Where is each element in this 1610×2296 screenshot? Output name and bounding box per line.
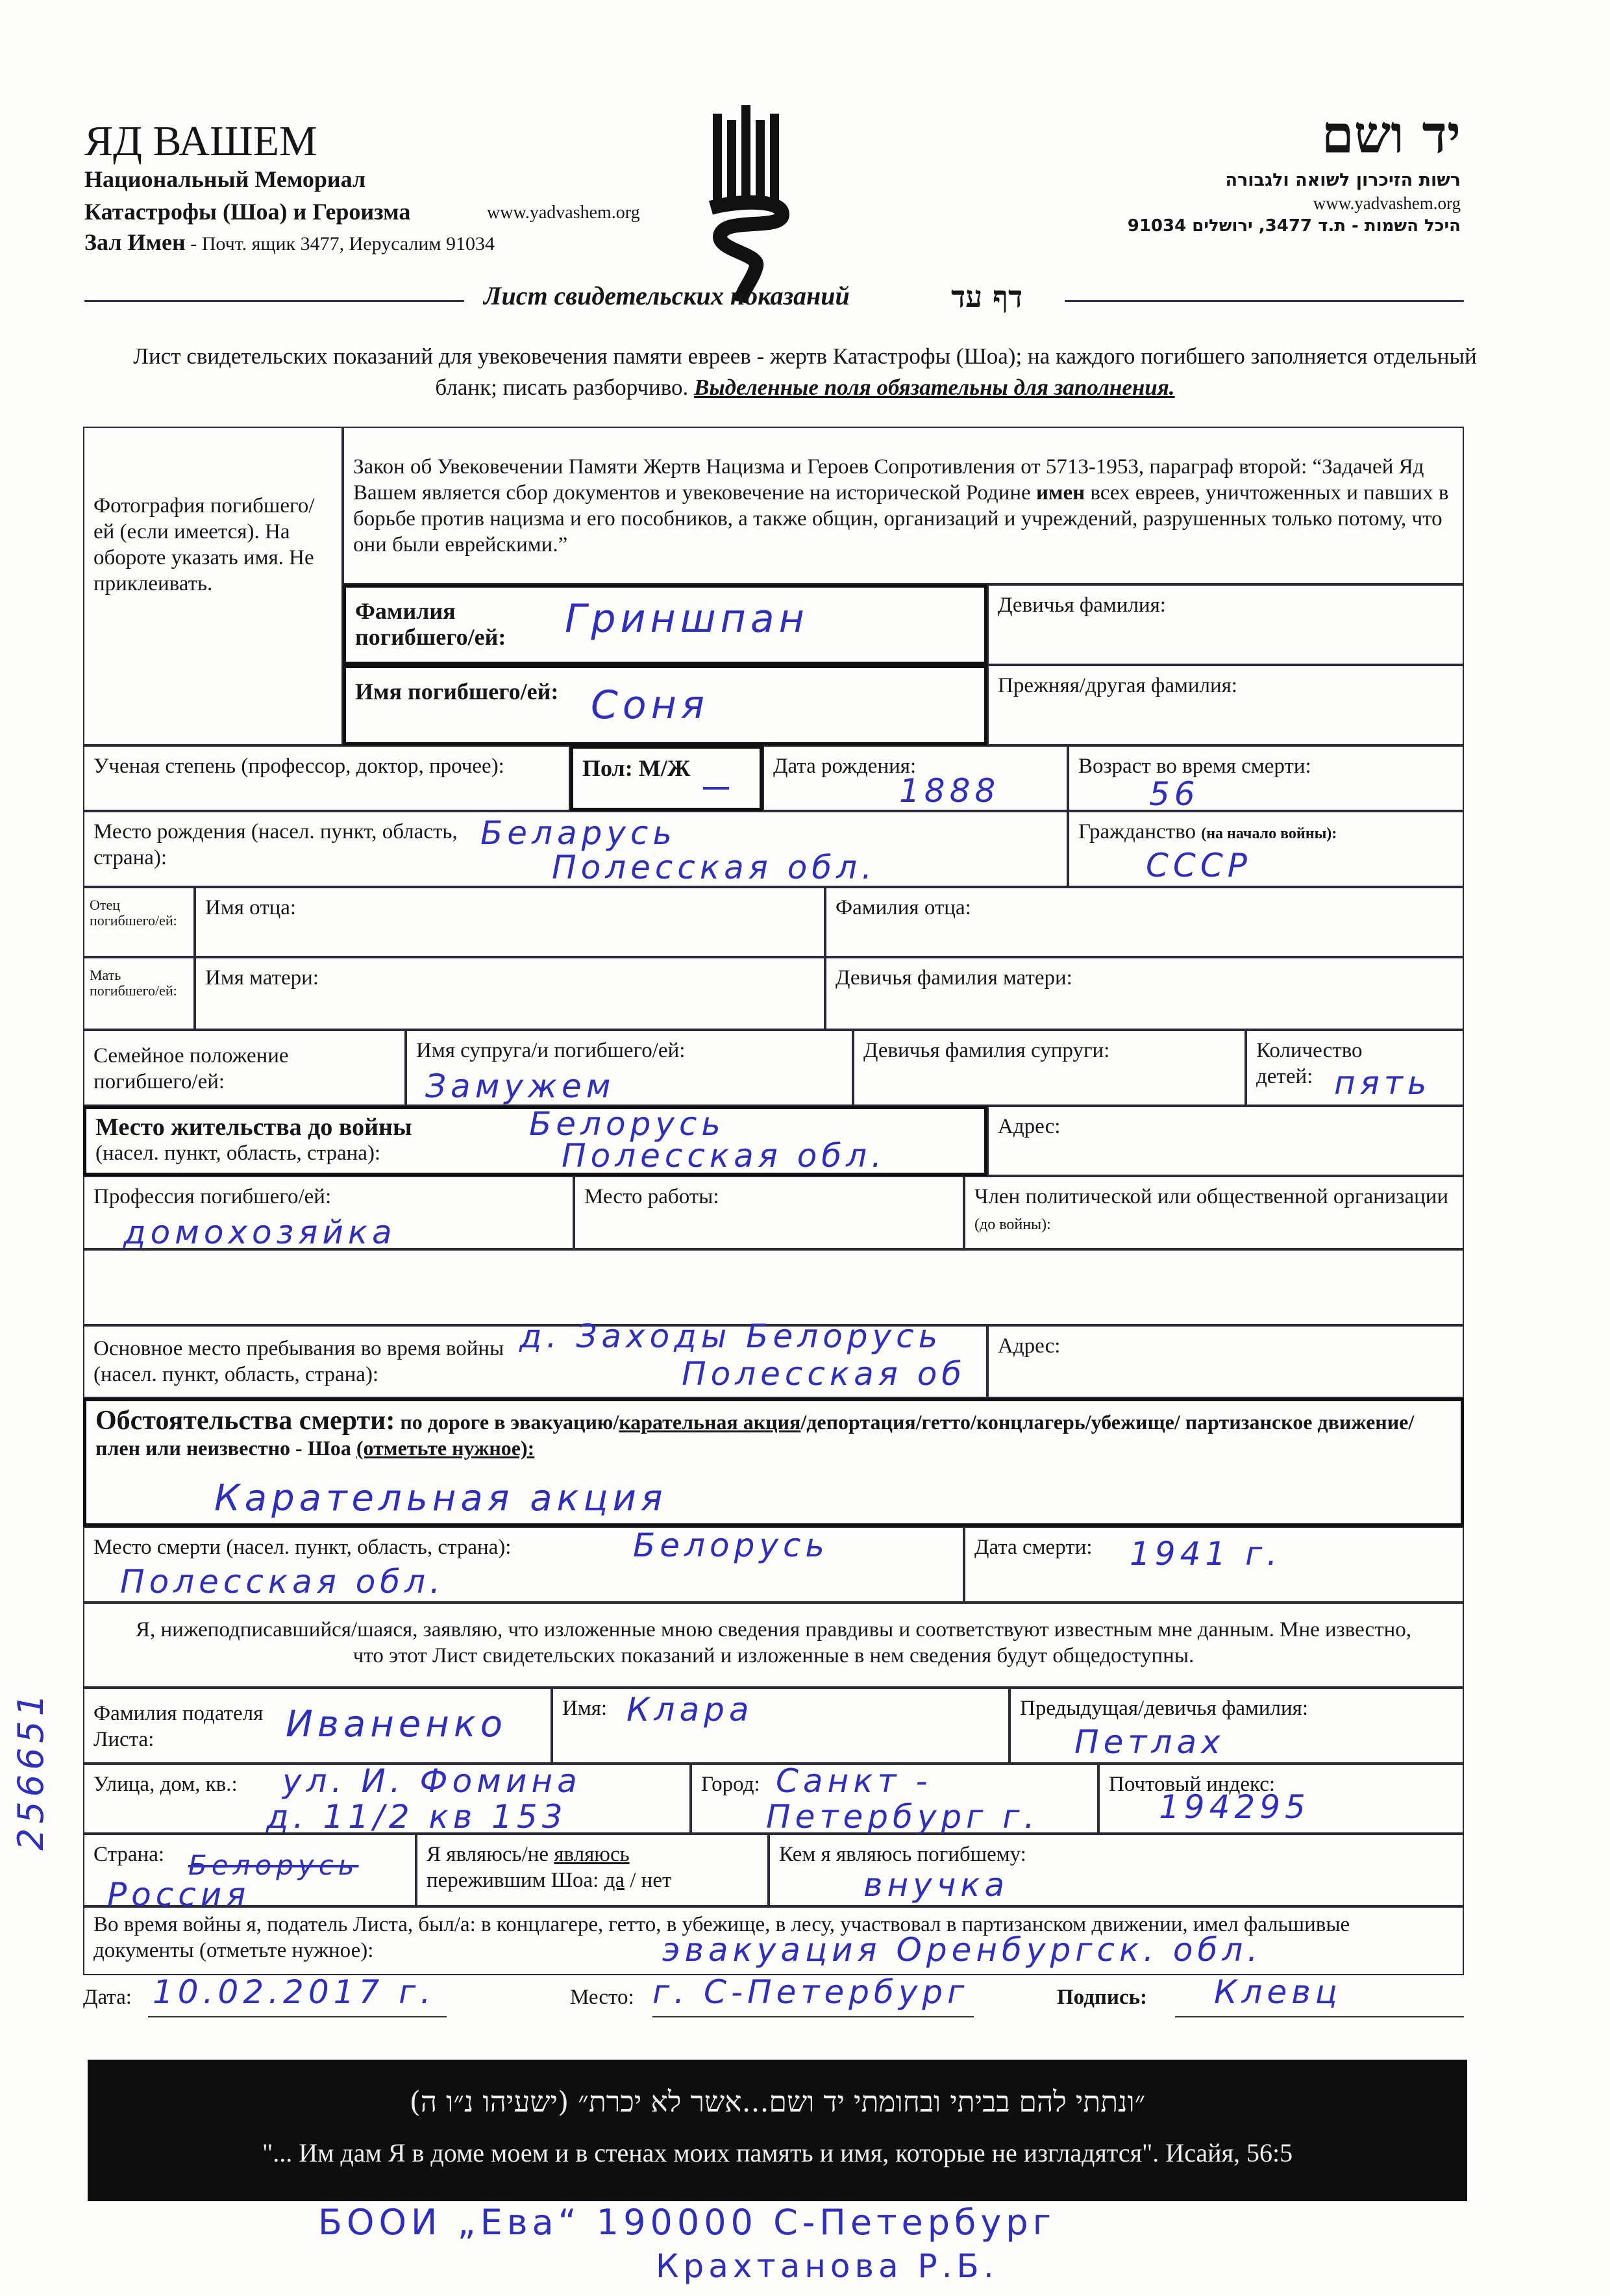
org-line1-ru: Национальный Мемориал: [84, 166, 366, 192]
degree-field[interactable]: [83, 745, 570, 811]
membership-label: Член политической или общественной организации: [974, 1185, 1449, 1208]
membership-note: (до войны):: [974, 1216, 1051, 1233]
spouse-label: Имя супруга/и погибшего/ей:: [416, 1039, 686, 1062]
zip-value: 194295: [1159, 1788, 1310, 1826]
submitter-name-field[interactable]: [552, 1688, 1009, 1764]
father-surname-label: Фамилия отца:: [836, 896, 971, 919]
org-line1-he: רשות הזיכרון לשואה ולגבורה: [1225, 170, 1461, 190]
org-title-he: יד ושם: [1321, 104, 1461, 165]
place-line: [652, 2016, 974, 2017]
victim-surname-label: Фамилия погибшего/ей:: [355, 598, 506, 650]
org-address-ru: [84, 229, 495, 256]
workplace-label: Место работы:: [584, 1185, 719, 1208]
postal-address: - Почт. ящик 3477, Иерусалим 91034: [185, 233, 495, 255]
org-url-ru[interactable]: www.yadvashem.org: [487, 203, 640, 223]
org-url-he[interactable]: www.yadvashem.org: [1313, 193, 1461, 213]
form-title-ru: Лист свидетельских показаний: [484, 281, 850, 310]
law-part2: всех евреев, уничтоженных и павших в борьбе против нацизма и его пособников, а также общин, организаций и учреждений, разрушенных только потому, что они были еврейскими.”: [353, 481, 1449, 556]
birth-date-label: Дата рождения:: [773, 755, 917, 778]
zip-label: Почтовый индекс:: [1109, 1773, 1276, 1796]
residence-value-1: Белорусь: [529, 1105, 725, 1143]
declaration-text: Я, нижеподписавшийся/шаяся, заявляю, что изложенные мною сведения правдивы и соответствуют известным мне данным. Мне известно, что этот Лист свидетельских показаний и изложенные в нем сведения будут общедоступны.: [135, 1618, 1412, 1667]
citizenship-field[interactable]: [1068, 811, 1464, 887]
street-value-2: д. 11/2 кв 153: [266, 1798, 567, 1836]
age-value: 56: [1149, 775, 1200, 813]
age-label: Возраст во время смерти:: [1078, 755, 1311, 778]
death-place-label: Место смерти (насел. пункт, область, страна):: [93, 1536, 512, 1559]
survivor-no[interactable]: нет: [641, 1869, 672, 1892]
survivor-yes[interactable]: да: [604, 1869, 625, 1892]
title-rule-right: [1065, 300, 1464, 302]
mother-small-label: Мать погибшего/ей:: [90, 967, 177, 999]
citizenship-note: (на начало войны):: [1201, 825, 1337, 842]
victim-prev-surname-field[interactable]: [987, 665, 1464, 745]
degree-label: Ученая степень (профессор, доктор, прочее):: [93, 755, 504, 778]
circumstances-value: Карательная акция: [214, 1477, 667, 1519]
quote-russian: "... Им дам Я в доме моем и в стенах моих память и имя, которые не изгладятся". Исайя, 56:5: [262, 2138, 1293, 2167]
photo-box: [83, 427, 343, 745]
footer-note-line1: БООИ „Ева“ 190000 С-Петербург: [318, 2202, 1056, 2243]
sex-field[interactable]: [570, 745, 763, 811]
street-value-1: ул. И. Фомина: [282, 1762, 582, 1800]
submitter-surname-value: Иваненко: [286, 1703, 507, 1745]
date-label: Дата:: [83, 1986, 132, 2009]
survivor-label-underlined: являюсь: [554, 1843, 630, 1866]
death-date-value: 1941 г.: [1130, 1535, 1282, 1573]
circumstances-option-1: по дороге в эвакуацию/: [395, 1410, 619, 1434]
relation-label: Кем я являюсь погибшему:: [779, 1843, 1026, 1866]
hall-of-names: Зал Имен: [84, 229, 186, 255]
residence-sublabel: (насел. пункт, область, страна):: [95, 1142, 381, 1165]
children-value: пять: [1334, 1064, 1431, 1102]
sex-label: Пол: М/Ж: [582, 755, 691, 781]
spouse-maiden-label: Девичья фамилия супруги:: [863, 1039, 1110, 1062]
quote-banner: [88, 2060, 1467, 2201]
intro-body: Лист свидетельских показаний для увековечения памяти евреев - жертв Катастрофы (Шоа); на каждого погибшего заполняется отдельный бланк; писать разборчиво.: [133, 343, 1477, 400]
survivor-label-2: пережившим Шоа:: [427, 1869, 599, 1892]
father-name-field[interactable]: [195, 887, 825, 957]
form-title-he: דף עד: [951, 279, 1023, 314]
victim-prev-label: Прежняя/другая фамилия:: [998, 674, 1237, 697]
date-line: [148, 2016, 447, 2017]
death-date-label: Дата смерти:: [974, 1536, 1093, 1559]
org-address-he: היכל השמות - ת.ד 3477, ירושלים 91034: [1127, 216, 1461, 236]
citizenship-value: СССР: [1146, 847, 1252, 884]
father-section-label: [83, 887, 195, 957]
father-surname-field[interactable]: [825, 887, 1464, 957]
country-struck-value: Белорусь: [188, 1849, 359, 1881]
country-label: Страна:: [93, 1843, 165, 1866]
address-label: Адрес:: [998, 1115, 1061, 1138]
wartime-value-2: Полесская об: [682, 1355, 967, 1393]
city-label: Город:: [701, 1773, 760, 1796]
circumstances-option-selected: карательная акция: [619, 1410, 801, 1434]
victim-name-label: Имя погибшего/ей:: [355, 679, 559, 705]
date-value[interactable]: 10.02.2017 г.: [153, 1973, 436, 2011]
birthplace-label: Место рождения (насел. пункт, область, страна):: [93, 820, 458, 869]
place-label: Место:: [570, 1986, 634, 2009]
wartime-address-field[interactable]: [987, 1325, 1464, 1398]
marital-value: Замужем: [425, 1067, 615, 1105]
residence-value-2: Полесская обл.: [562, 1137, 886, 1175]
org-line2-ru: Катастрофы (Шоа) и Героизма: [84, 199, 411, 225]
survivor-field[interactable]: [416, 1834, 769, 1906]
mother-section-label: [83, 957, 195, 1030]
country-value: Россия: [107, 1876, 251, 1914]
membership-field[interactable]: [964, 1176, 1464, 1249]
submitter-prev-value: Петлах: [1074, 1723, 1225, 1761]
birthplace-value-2: Полесская обл.: [552, 849, 876, 886]
death-place-value-2: Полесская обл.: [120, 1563, 445, 1601]
mother-name-label: Имя матери:: [205, 966, 319, 990]
signature-label: Подпись:: [1057, 1986, 1148, 2009]
submitter-name-label: Имя:: [562, 1697, 608, 1720]
survivor-sep: /: [625, 1869, 641, 1892]
circumstances-option-rest: /депортация/гетто/концлагерь/убежище/ партизанское движение/плен или неизвестно - Шоа: [95, 1410, 1415, 1460]
mother-maiden-label: Девичья фамилия матери:: [836, 966, 1072, 990]
law-bold: имен: [1035, 481, 1085, 505]
birthplace-value-1: Беларусь: [480, 814, 676, 852]
victim-maiden-label: Девичья фамилия:: [998, 593, 1166, 617]
workplace-field[interactable]: [574, 1176, 964, 1249]
circumstances-hint: (отметьте нужное):: [356, 1436, 535, 1460]
place-value[interactable]: г. С-Петербург: [652, 1973, 969, 2011]
intro-required-note: Выделенные поля обязательны для заполнения.: [694, 375, 1175, 400]
submitter-war-label: Во время войны я, податель Листа, был/а: в концлагере, гетто, в убежище, в лесу, участвовал в партизанском движении, имел фальшивые документы (отметьте нужное):: [93, 1913, 1350, 1962]
death-place-value-1: Белорусь: [633, 1527, 829, 1564]
victim-maiden-field[interactable]: [987, 584, 1464, 665]
declaration: [83, 1603, 1464, 1688]
title-rule-left: [84, 300, 464, 302]
children-label: Количество детей:: [1256, 1039, 1363, 1088]
mother-name-field[interactable]: [195, 957, 825, 1030]
father-small-label: Отец погибшего/ей:: [90, 897, 177, 929]
victim-name-value: Соня: [591, 682, 709, 728]
sex-mark: [703, 787, 729, 790]
signature-value[interactable]: Клевц: [1214, 1973, 1342, 2011]
footer-note-line2: Крахтанова Р.Б.: [656, 2247, 998, 2285]
profession-value: домохозяйка: [123, 1214, 397, 1251]
law-part1: Закон об Увековечении Памяти Жертв Нацизма и Героев Сопротивления от 5713-1953, параграф второй: “Задачей Яд Вашем является сбор документов и увековечение на исторической Родине: [353, 455, 1424, 505]
photo-note: Фотография погибшего/ей (если имеется). На обороте указать имя. Не приклеивать.: [93, 494, 315, 595]
wartime-address-label: Адрес:: [998, 1334, 1061, 1358]
signature-line: [1175, 2016, 1464, 2017]
mother-maiden-field[interactable]: [825, 957, 1464, 1030]
circumstances-label: Обстоятельства смерти:: [95, 1406, 395, 1436]
marital-status-field[interactable]: [83, 1030, 406, 1106]
spouse-maiden-field[interactable]: [853, 1030, 1246, 1106]
prewar-address-field[interactable]: [987, 1106, 1464, 1176]
intro-text: [117, 341, 1493, 403]
birth-date-value: 1888: [899, 772, 1000, 810]
profession-label: Профессия погибшего/ей:: [93, 1185, 332, 1208]
victim-surname-value: Гриншпан: [565, 596, 809, 642]
wartime-value-1: д. Заходы Белорусь: [519, 1317, 943, 1355]
citizenship-label: Гражданство: [1078, 820, 1196, 843]
yad-vashem-logo-icon: [708, 104, 805, 305]
father-name-label: Имя отца:: [205, 896, 297, 919]
age-field[interactable]: [1068, 745, 1464, 811]
residence-label: Место жительства до войны: [95, 1114, 412, 1141]
submitter-prev-label: Предыдущая/девичья фамилия:: [1020, 1697, 1309, 1720]
law-text: [343, 427, 1464, 584]
extra-blank-row[interactable]: [83, 1249, 1464, 1325]
street-label: Улица, дом, кв.:: [93, 1773, 238, 1796]
wartime-label: Основное место пребывания во время войны (насел. пункт, область, страна):: [93, 1337, 504, 1386]
survivor-label-1: Я являюсь/не: [427, 1843, 554, 1866]
quote-hebrew: ״ונתתי להם בביתי ובחומתי יד ושם...אשר לא יכרת״ (ישעיהו נ״ו ה): [409, 2086, 1146, 2119]
submitter-surname-label: Фамилия подателя Листа:: [93, 1702, 264, 1751]
marital-label: Семейное положение погибшего/ей:: [93, 1044, 289, 1093]
city-value-1: Санкт -: [776, 1762, 932, 1800]
org-title-ru: ЯД ВАШЕМ: [84, 118, 317, 165]
margin-registration-number: 256651: [10, 1689, 51, 1851]
relation-value: внучка: [863, 1866, 1009, 1904]
city-value-2: Петербург г.: [766, 1798, 1039, 1836]
submitter-name-value: Клара: [626, 1691, 754, 1728]
submitter-war-value: эвакуация Оренбургск. обл.: [662, 1931, 1263, 1969]
